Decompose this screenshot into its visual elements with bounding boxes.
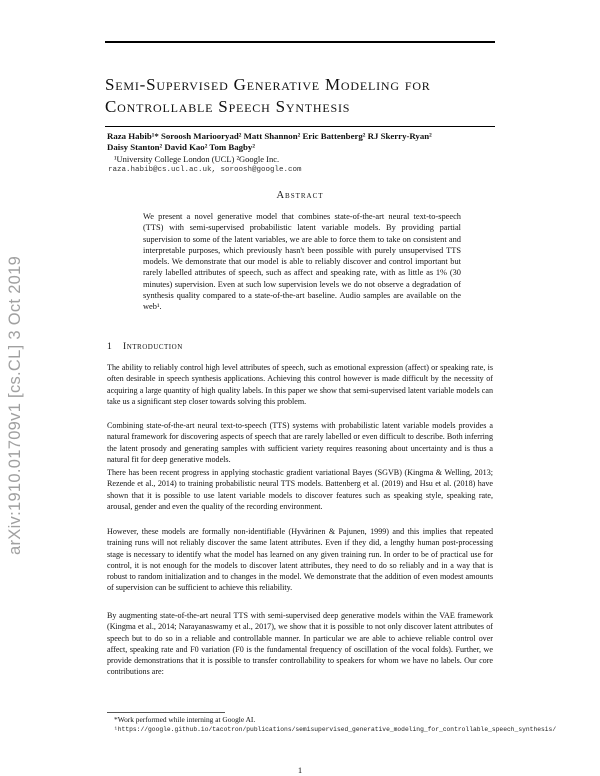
- abstract-text: We present a novel generative model that combines state-of-the-art neural text-to-speech (TTS) with semi-supervised probabilistic latent variable models. By providing partial supervision to some of the latent variables, we are able to force them to take on consistent and interpretable purposes, which previously hasn't been possible with purely unsupervised TTS models. We demonstrate that our model is able to reliably discover and control important but rarely labelled attributes of speech, such as affect and speaking rate, with as little as 1% (30 minutes) supervision. Even at such low supervision levels we do not observe a degradation of synthesis quality compared to a state-of-the-art baseline. Audio samples are available on the web¹.: [143, 212, 461, 312]
- affiliations: ¹University College London (UCL) ²Google Inc.: [114, 154, 280, 164]
- title-top-rule: [105, 41, 495, 43]
- author-emails: raza.habib@cs.ucl.ac.uk, soroosh@google.com: [108, 166, 302, 174]
- paragraph: By augmenting state-of-the-art neural TTS with semi-supervised deep generative models within the VAE framework (Kingma et al., 2014; Narayanaswamy et al., 2017), we show that it is possible to not only discover latent attributes of speech but to do so in a reliable and controllable manner. In particular we are able to achieve reliable control over affect, speaking rate and F0 variation (F0 is the fundamental frequency of oscillation of the vocal folds). Further, we provide demonstrations that it is possible to transfer controllability to speakers for whom we have no labels. Our core contributions are:: [107, 611, 493, 677]
- title-line-2: Controllable Speech Synthesis: [105, 97, 351, 116]
- title-bottom-rule: [105, 126, 495, 127]
- abstract-heading: Abstract: [276, 190, 324, 201]
- title-line-1: Semi-Supervised Generative Modeling for: [105, 75, 431, 94]
- author-list: [107, 131, 507, 153]
- footnote-url[interactable]: ¹https://google.github.io/tacotron/publications/semisupervised_generative_modeling_for_controllable_speech_synthesis/: [114, 726, 557, 733]
- page-number: 1: [297, 765, 303, 775]
- author-line-1: Raza Habib¹* Soroosh Mariooryad² Matt Shannon² Eric Battenberg² RJ Skerry-Ryan²: [107, 131, 432, 141]
- footnote-rule: [107, 712, 225, 713]
- section-heading: [107, 341, 183, 352]
- footnote-internship: *Work performed while interning at Google AI.: [114, 715, 256, 724]
- paragraph: However, these models are formally non-identifiable (Hyvärinen & Pajunen, 1999) and this implies that repeated training runs will not reliably discover the same latent attributes. Even if they did, a lengthy human post-processing stage is necessary to identify what the model has learned on any given training run. In order to be of practical use for control, it is not enough for the models to discover latent attributes, they need to do so reliably and in a way that is robust to random initialization and to changes in the model. We demonstrate that the addition of even modest amounts of supervision can be sufficient to achieve this reliability.: [107, 527, 493, 593]
- paragraph: The ability to reliably control high level attributes of speech, such as emotional expression (affect) or speaking rate, is often desirable in speech synthesis applications. Achieving this control however is made difficult by the necessity of acquiring a large quantity of high quality labels. In this paper we show that semi-supervised latent variable models can take us a significant step closer towards solving this problem.: [107, 363, 493, 406]
- paragraph: There has been recent progress in applying stochastic gradient variational Bayes (SGVB) (Kingma & Welling, 2013; Rezende et al., 2014) to training probabilistic neural TTS models. Battenberg et al. (2019) and Hsu et al. (2018) have shown that it is possible to use latent variable models to discover features such as speaking style, speaking rate, arousal, gender and even the quality of the recording environment.: [107, 468, 493, 511]
- section-title: Introduction: [123, 341, 183, 352]
- arxiv-stamp: arXiv:1910.01709v1 [cs.CL] 3 Oct 2019: [6, 255, 24, 555]
- paragraph: Combining state-of-the-art neural text-to-speech (TTS) systems with probabilistic latent variable models provides a natural framework for discovering aspects of speech that are rarely labelled or even difficult to describe. Both inferring the latent prosody and generating samples with sufficient variety requires reasoning about uncertainty and is thus a natural fit for deep generative models.: [107, 421, 493, 464]
- author-line-2: Daisy Stanton² David Kao² Tom Bagby²: [107, 142, 255, 152]
- section-number: 1: [107, 341, 112, 352]
- paper-title: [105, 74, 505, 118]
